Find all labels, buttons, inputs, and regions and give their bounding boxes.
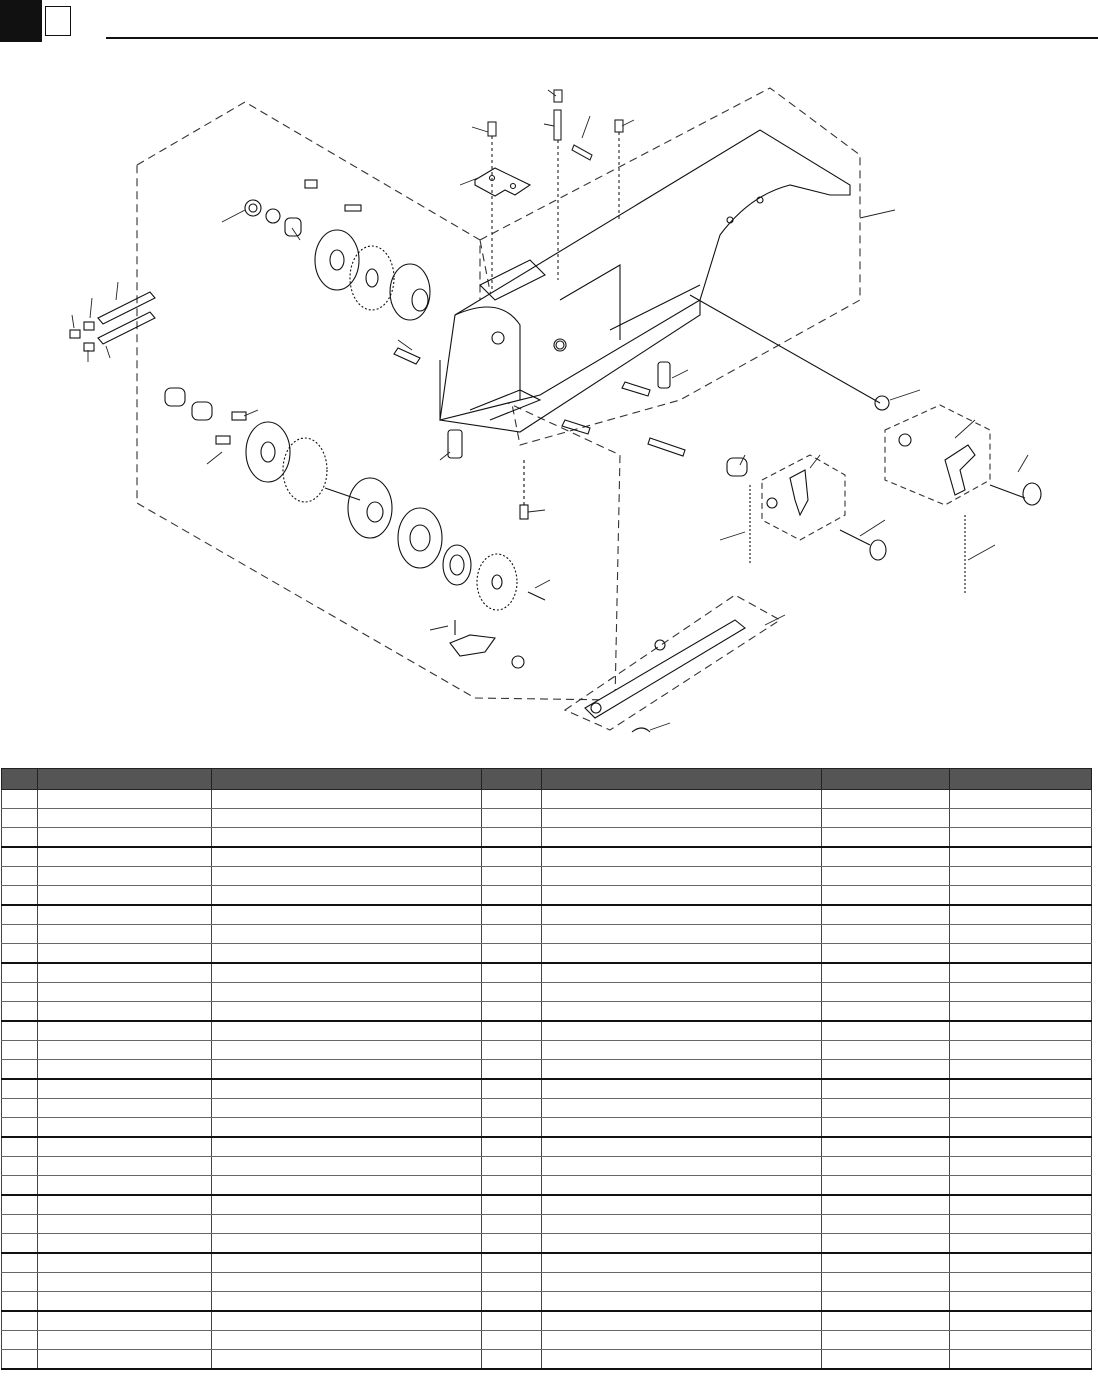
- table-row: [2, 1176, 1092, 1196]
- table-row: [2, 905, 1092, 925]
- table-cell: [212, 983, 482, 1002]
- table-cell: [2, 963, 38, 983]
- table-cell: [2, 1118, 38, 1138]
- table-cell: [822, 867, 950, 886]
- table-cell: [542, 1350, 822, 1370]
- top-stud: [572, 145, 592, 160]
- table-cell: [38, 809, 212, 828]
- table-cell: [822, 1002, 950, 1022]
- table-cell: [950, 1021, 1092, 1041]
- table-cell: [950, 1273, 1092, 1292]
- table-cell: [2, 1060, 38, 1080]
- table-cell: [38, 1234, 212, 1254]
- left-lower-gears: [165, 388, 545, 610]
- table-cell: [482, 809, 542, 828]
- table-cell: [2, 790, 38, 809]
- table-cell: [38, 1099, 212, 1118]
- table-cell: [822, 1021, 950, 1041]
- table-row: [2, 1331, 1092, 1350]
- table-cell: [950, 828, 1092, 848]
- right-lever-assembly-2: [690, 295, 1041, 595]
- table-cell: [2, 1234, 38, 1254]
- table-cell: [38, 790, 212, 809]
- table-cell: [38, 1118, 212, 1138]
- table-cell: [38, 847, 212, 867]
- table-cell: [822, 828, 950, 848]
- table-cell: [542, 886, 822, 906]
- table-cell: [950, 1195, 1092, 1215]
- table-cell: [822, 983, 950, 1002]
- top-set-screw: [554, 90, 562, 102]
- table-cell: [482, 1060, 542, 1080]
- table-cell: [542, 1157, 822, 1176]
- table-cell: [212, 1331, 482, 1350]
- table-cell: [542, 867, 822, 886]
- top-screw-1: [488, 122, 496, 290]
- table-cell: [950, 944, 1092, 964]
- table-cell: [2, 1273, 38, 1292]
- table-cell: [482, 828, 542, 848]
- table-cell: [542, 1079, 822, 1099]
- table-row: [2, 1311, 1092, 1331]
- table-cell: [950, 1350, 1092, 1370]
- table-cell: [212, 886, 482, 906]
- table-cell: [2, 983, 38, 1002]
- table-cell: [542, 925, 822, 944]
- table-cell: [2, 905, 38, 925]
- table-cell: [212, 1215, 482, 1234]
- table-cell: [212, 1253, 482, 1273]
- table-cell: [482, 1311, 542, 1331]
- table-cell: [822, 1041, 950, 1060]
- table-cell: [822, 1350, 950, 1370]
- table-cell: [542, 1292, 822, 1312]
- table-cell: [2, 1292, 38, 1312]
- table-cell: [822, 790, 950, 809]
- table-cell: [950, 1331, 1092, 1350]
- table-cell: [822, 1195, 950, 1215]
- bottom-plate: [450, 620, 745, 732]
- table-cell: [212, 1137, 482, 1157]
- table-cell: [212, 963, 482, 983]
- table-cell: [950, 809, 1092, 828]
- table-row: [2, 925, 1092, 944]
- table-cell: [542, 1331, 822, 1350]
- table-cell: [212, 1041, 482, 1060]
- table-cell: [542, 790, 822, 809]
- table-cell: [950, 1292, 1092, 1312]
- table-cell: [2, 1157, 38, 1176]
- table-cell: [542, 1234, 822, 1254]
- table-cell: [950, 925, 1092, 944]
- assembly-outline-left: [137, 102, 620, 700]
- section-box: [45, 6, 71, 36]
- table-cell: [822, 944, 950, 964]
- table-cell: [822, 1292, 950, 1312]
- table-cell: [542, 1021, 822, 1041]
- table-row: [2, 1253, 1092, 1273]
- table-row: [2, 1234, 1092, 1254]
- table-cell: [38, 1273, 212, 1292]
- table-cell: [38, 925, 212, 944]
- table-cell: [542, 1195, 822, 1215]
- table-cell: [822, 905, 950, 925]
- table-header-row: [2, 769, 1092, 790]
- table-cell: [212, 867, 482, 886]
- column-header: [38, 769, 212, 790]
- table-cell: [38, 1331, 212, 1350]
- table-cell: [212, 944, 482, 964]
- table-cell: [212, 1234, 482, 1254]
- table-cell: [482, 790, 542, 809]
- table-cell: [2, 886, 38, 906]
- table-cell: [38, 1079, 212, 1099]
- table-cell: [822, 1118, 950, 1138]
- exploded-view-diagram: [0, 60, 1098, 750]
- table-cell: [482, 1195, 542, 1215]
- table-row: [2, 1002, 1092, 1022]
- table-cell: [212, 905, 482, 925]
- table-cell: [2, 925, 38, 944]
- table-row: [2, 983, 1092, 1002]
- column-header: [822, 769, 950, 790]
- table-cell: [38, 1311, 212, 1331]
- table-cell: [212, 1118, 482, 1138]
- table-cell: [212, 1195, 482, 1215]
- table-cell: [950, 983, 1092, 1002]
- table-cell: [542, 1041, 822, 1060]
- table-cell: [38, 905, 212, 925]
- table-row: [2, 828, 1092, 848]
- table-cell: [822, 1079, 950, 1099]
- table-cell: [38, 963, 212, 983]
- table-cell: [822, 1253, 950, 1273]
- table-cell: [822, 1311, 950, 1331]
- table-cell: [482, 963, 542, 983]
- table-row: [2, 847, 1092, 867]
- column-header: [950, 769, 1092, 790]
- table-cell: [482, 1137, 542, 1157]
- table-row: [2, 1118, 1092, 1138]
- table-cell: [482, 867, 542, 886]
- table-cell: [950, 790, 1092, 809]
- table-cell: [2, 1215, 38, 1234]
- table-cell: [950, 1215, 1092, 1234]
- table-cell: [38, 1292, 212, 1312]
- table-cell: [542, 828, 822, 848]
- top-set-screw-2: [615, 120, 623, 220]
- table-cell: [822, 886, 950, 906]
- table-cell: [482, 886, 542, 906]
- table-cell: [2, 944, 38, 964]
- table-cell: [2, 1021, 38, 1041]
- table-cell: [542, 1137, 822, 1157]
- table-cell: [38, 1195, 212, 1215]
- table-cell: [482, 1215, 542, 1234]
- table-cell: [212, 1273, 482, 1292]
- table-row: [2, 886, 1092, 906]
- table-row: [2, 867, 1092, 886]
- table-cell: [950, 1060, 1092, 1080]
- column-header: [542, 769, 822, 790]
- table-cell: [950, 905, 1092, 925]
- page-tab: [0, 0, 42, 42]
- table-cell: [822, 1176, 950, 1196]
- left-upper-gears: [245, 180, 430, 320]
- table-cell: [212, 1002, 482, 1022]
- table-cell: [482, 1331, 542, 1350]
- table-cell: [2, 1079, 38, 1099]
- column-header: [2, 769, 38, 790]
- table-row: [2, 1079, 1092, 1099]
- right-lever-assembly-1: [727, 458, 886, 565]
- table-row: [2, 1195, 1092, 1215]
- table-cell: [482, 1176, 542, 1196]
- table-cell: [950, 1253, 1092, 1273]
- table-cell: [950, 1234, 1092, 1254]
- table-cell: [950, 1079, 1092, 1099]
- table-cell: [38, 867, 212, 886]
- table-cell: [482, 847, 542, 867]
- header-rule: [106, 37, 1098, 39]
- table-cell: [482, 925, 542, 944]
- table-cell: [2, 1137, 38, 1157]
- table-cell: [950, 1041, 1092, 1060]
- table-cell: [38, 1137, 212, 1157]
- table-cell: [542, 1176, 822, 1196]
- table-row: [2, 1215, 1092, 1234]
- table-cell: [542, 809, 822, 828]
- table-row: [2, 1021, 1092, 1041]
- table-cell: [822, 1234, 950, 1254]
- table-cell: [822, 1215, 950, 1234]
- table-cell: [482, 1002, 542, 1022]
- table-cell: [2, 1331, 38, 1350]
- table-cell: [950, 867, 1092, 886]
- table-cell: [482, 1157, 542, 1176]
- table-cell: [2, 828, 38, 848]
- table-row: [2, 944, 1092, 964]
- top-bracket: [475, 168, 530, 196]
- table-cell: [822, 963, 950, 983]
- table-cell: [212, 1311, 482, 1331]
- table-row: [2, 1137, 1092, 1157]
- table-cell: [950, 1137, 1092, 1157]
- table-cell: [950, 1157, 1092, 1176]
- table-cell: [212, 1176, 482, 1196]
- table-cell: [542, 905, 822, 925]
- table-cell: [2, 867, 38, 886]
- table-cell: [2, 847, 38, 867]
- table-cell: [38, 1157, 212, 1176]
- table-cell: [482, 1021, 542, 1041]
- table-cell: [822, 1157, 950, 1176]
- table-cell: [950, 1099, 1092, 1118]
- table-cell: [542, 963, 822, 983]
- table-cell: [38, 1021, 212, 1041]
- table-cell: [542, 944, 822, 964]
- table-cell: [482, 983, 542, 1002]
- left-rods: [70, 292, 420, 364]
- table-cell: [212, 1021, 482, 1041]
- table-cell: [38, 886, 212, 906]
- table-cell: [542, 847, 822, 867]
- table-cell: [542, 1215, 822, 1234]
- table-cell: [822, 847, 950, 867]
- table-cell: [482, 1292, 542, 1312]
- table-cell: [950, 1176, 1092, 1196]
- table-cell: [542, 1273, 822, 1292]
- table-cell: [2, 809, 38, 828]
- table-cell: [38, 1215, 212, 1234]
- table-cell: [950, 963, 1092, 983]
- table-cell: [212, 1099, 482, 1118]
- table-cell: [212, 847, 482, 867]
- column-header: [482, 769, 542, 790]
- table-cell: [38, 1060, 212, 1080]
- table-cell: [482, 1253, 542, 1273]
- table-cell: [212, 1292, 482, 1312]
- table-cell: [212, 1079, 482, 1099]
- table-cell: [542, 983, 822, 1002]
- table-cell: [212, 809, 482, 828]
- table-cell: [950, 1118, 1092, 1138]
- table-row: [2, 1157, 1092, 1176]
- table-cell: [212, 925, 482, 944]
- table-row: [2, 1041, 1092, 1060]
- table-cell: [542, 1099, 822, 1118]
- table-cell: [482, 944, 542, 964]
- table-cell: [482, 905, 542, 925]
- table-cell: [212, 1060, 482, 1080]
- table-cell: [482, 1118, 542, 1138]
- table-cell: [542, 1253, 822, 1273]
- table-cell: [542, 1118, 822, 1138]
- table-cell: [482, 1099, 542, 1118]
- table-cell: [482, 1079, 542, 1099]
- table-cell: [212, 1350, 482, 1370]
- table-cell: [38, 1176, 212, 1196]
- table-cell: [482, 1234, 542, 1254]
- table-cell: [2, 1041, 38, 1060]
- table-cell: [822, 1273, 950, 1292]
- table-cell: [2, 1099, 38, 1118]
- table-row: [2, 1099, 1092, 1118]
- table-cell: [822, 1099, 950, 1118]
- table-cell: [542, 1002, 822, 1022]
- table-cell: [212, 790, 482, 809]
- table-row: [2, 1273, 1092, 1292]
- table-cell: [38, 1350, 212, 1370]
- table-cell: [2, 1253, 38, 1273]
- table-cell: [482, 1041, 542, 1060]
- table-cell: [38, 1253, 212, 1273]
- table-cell: [950, 1311, 1092, 1331]
- table-cell: [212, 828, 482, 848]
- table-cell: [38, 1041, 212, 1060]
- table-cell: [38, 944, 212, 964]
- table-cell: [2, 1176, 38, 1196]
- table-row: [2, 1292, 1092, 1312]
- table-cell: [950, 886, 1092, 906]
- table-cell: [2, 1311, 38, 1331]
- table-cell: [212, 1157, 482, 1176]
- table-cell: [2, 1002, 38, 1022]
- table-cell: [822, 925, 950, 944]
- table-cell: [950, 847, 1092, 867]
- parts-table: [1, 768, 1092, 1370]
- table-row: [2, 790, 1092, 809]
- table-cell: [950, 1002, 1092, 1022]
- table-cell: [822, 1060, 950, 1080]
- table-cell: [542, 1060, 822, 1080]
- table-row: [2, 809, 1092, 828]
- table-cell: [38, 1002, 212, 1022]
- table-cell: [2, 1350, 38, 1370]
- table-row: [2, 1060, 1092, 1080]
- table-cell: [482, 1273, 542, 1292]
- table-cell: [38, 828, 212, 848]
- column-header: [212, 769, 482, 790]
- table-cell: [482, 1350, 542, 1370]
- table-cell: [822, 809, 950, 828]
- table-row: [2, 963, 1092, 983]
- table-cell: [822, 1331, 950, 1350]
- table-row: [2, 1350, 1092, 1370]
- table-cell: [542, 1311, 822, 1331]
- table-cell: [2, 1195, 38, 1215]
- table-cell: [822, 1137, 950, 1157]
- table-cell: [38, 983, 212, 1002]
